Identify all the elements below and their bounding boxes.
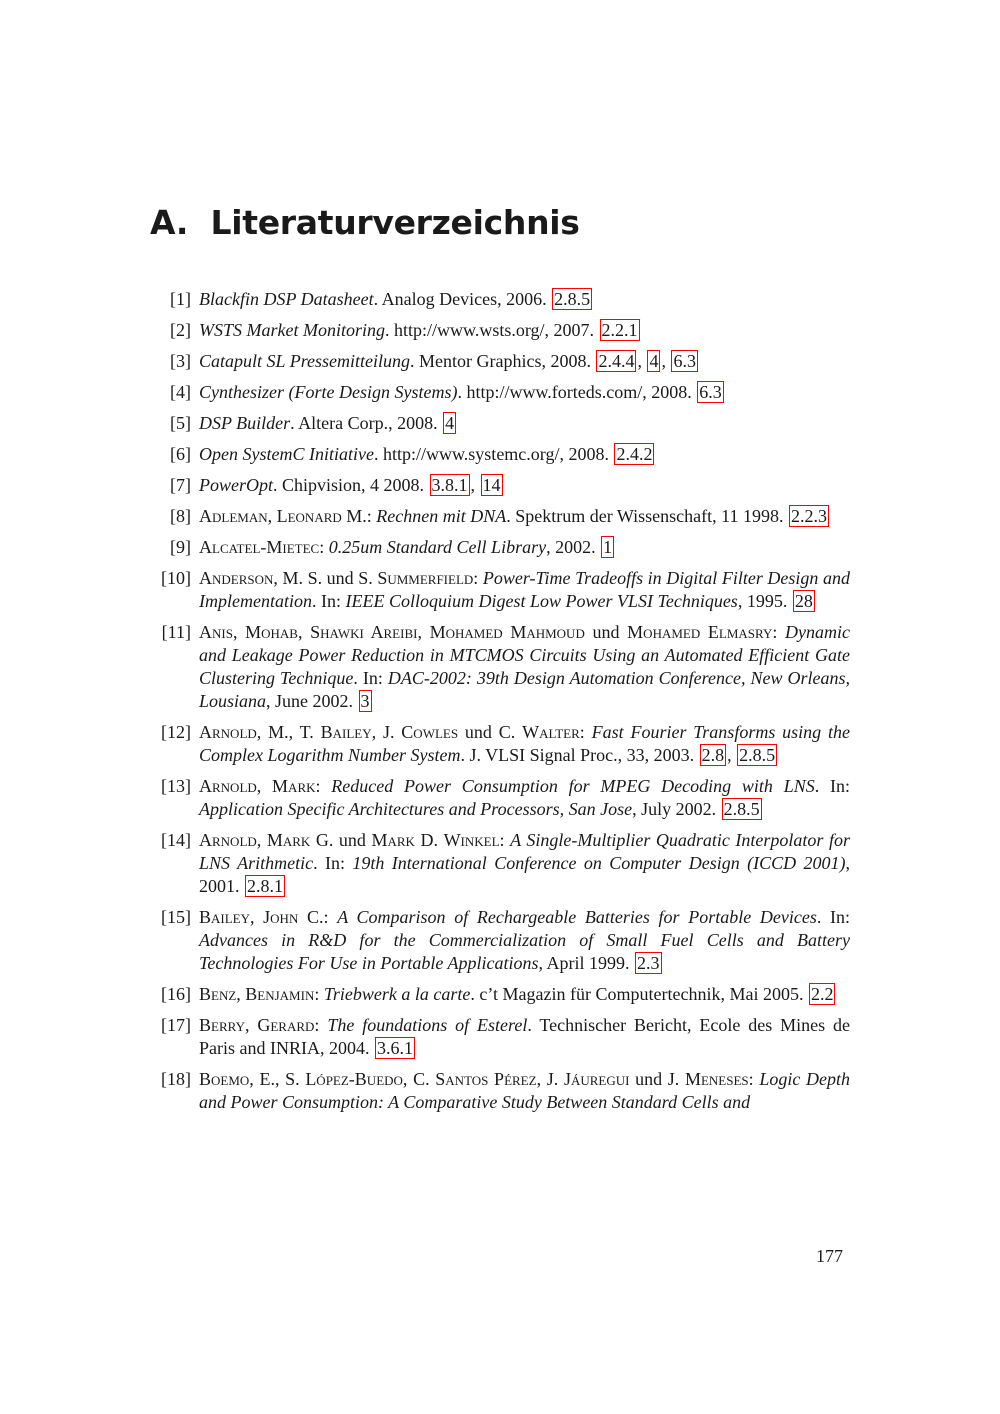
reference-author: Bailey <box>320 722 372 742</box>
backreference-link[interactable]: 14 <box>482 475 501 495</box>
reference-text-fragment: , J. <box>536 1069 564 1089</box>
reference-author: Santos Pérez <box>435 1069 537 1089</box>
reference-title-italic: Reduced Power Consumption for MPEG Decoding with LNS <box>331 776 815 796</box>
reference-entry <box>150 536 850 559</box>
backreference-link[interactable]: 2.4.4 <box>598 351 635 371</box>
reference-text <box>199 906 850 975</box>
reference-entry <box>150 412 850 435</box>
reference-text-fragment: : <box>473 568 483 588</box>
reference-text-fragment: . http://www.forteds.com/, 2008. <box>457 382 697 402</box>
reference-text-fragment: , July 2002. <box>632 799 721 819</box>
reference-title-italic: WSTS Market Monitoring <box>199 320 385 340</box>
reference-entry <box>150 474 850 497</box>
reference-author: Mark <box>371 830 415 850</box>
reference-title-italic: Application Specific Architectures and Processors, San Jose <box>199 799 633 819</box>
reference-entry <box>150 319 850 342</box>
page-title <box>150 203 580 242</box>
reference-entry <box>150 775 850 821</box>
reference-text-fragment: . c’t Magazin für Computertechnik, Mai 2005. <box>470 984 808 1004</box>
reference-number: [16] <box>161 984 191 1004</box>
backreference-link[interactable]: 6.3 <box>673 351 696 371</box>
reference-text-fragment: . Spektrum der Wissenschaft, 11 1998. <box>506 506 788 526</box>
backreference-link[interactable]: 2.3 <box>637 953 660 973</box>
reference-text-fragment: . Mentor Graphics, 2008. <box>410 351 596 371</box>
reference-text-fragment: . Technischer Bericht, Ecole des Mines de Paris and INRIA, 2004. <box>199 1015 851 1058</box>
page-number: 177 <box>816 1246 843 1266</box>
reference-text <box>199 288 850 311</box>
backreference-link[interactable]: 2.8.5 <box>739 745 776 765</box>
reference-text-fragment: , J. <box>371 722 402 742</box>
reference-title-italic: Power-Time Tradeoffs in Digital Filter Design and Implementation <box>199 568 850 611</box>
reference-text-fragment: , M., T. <box>256 722 321 742</box>
reference-text-fragment: , 2002. <box>546 537 601 557</box>
backreference-link[interactable]: 4 <box>445 413 455 433</box>
reference-text-fragment: : <box>772 622 786 642</box>
reference-text <box>199 412 850 435</box>
reference-entry <box>150 505 850 528</box>
reference-entry <box>150 567 850 613</box>
reference-text <box>199 1014 850 1060</box>
reference-text <box>199 1068 850 1114</box>
reference-title-italic: 19th International Conference on Computer Design (ICCD 2001) <box>352 853 846 873</box>
reference-text-fragment: , 2001. <box>199 853 850 896</box>
reference-number: [17] <box>161 1015 191 1035</box>
reference-entry <box>150 1014 850 1060</box>
reference-number: [13] <box>161 776 191 796</box>
reference-title-italic: The foundations of Esterel <box>327 1015 528 1035</box>
reference-number: [7] <box>170 475 191 495</box>
backreference-link[interactable]: 3.6.1 <box>376 1038 413 1058</box>
reference-number: [5] <box>170 413 191 433</box>
reference-text <box>199 443 850 466</box>
reference-author: Summerfield <box>377 568 474 588</box>
reference-text-fragment: . http://www.systemc.org/, 2008. <box>373 444 614 464</box>
reference-author: Benz, Benjamin <box>199 984 315 1004</box>
reference-title-italic: Open SystemC Initiative <box>199 444 374 464</box>
reference-number: [1] <box>170 289 191 309</box>
reference-list <box>150 288 850 1122</box>
reference-entry <box>150 350 850 373</box>
backreference-link[interactable]: 1 <box>603 537 613 557</box>
chapter-number: A. <box>150 203 189 242</box>
reference-text-fragment: , M. S. und S. <box>273 568 378 588</box>
reference-text: Catapult SL Pressemitteilung. Mentor Graphics, 2008. 2.4.4 , 4 , 6.3 <box>199 351 696 371</box>
reference-author: Berry, Gerard <box>199 1015 315 1035</box>
reference-title-italic: Catapult SL Pressemitteilung <box>199 351 411 371</box>
reference-text-fragment: D. <box>414 830 444 850</box>
reference-number: [8] <box>170 506 191 526</box>
reference-text-fragment: , April 1999. <box>538 953 635 973</box>
reference-number: [6] <box>170 444 191 464</box>
reference-text-fragment: , E., S. <box>249 1069 306 1089</box>
reference-text <box>199 829 850 898</box>
backreference-link[interactable]: 2.2 <box>810 984 834 1004</box>
reference-number: [18] <box>161 1069 191 1089</box>
reference-author: Arnold <box>199 722 257 742</box>
reference-text-fragment: , 1995. <box>737 591 792 611</box>
reference-number: [11] <box>161 622 191 642</box>
chapter-title: Literaturverzeichnis <box>210 203 580 242</box>
reference-title-italic: IEEE Colloquium Digest Low Power VLSI Techniques <box>345 591 738 611</box>
reference-text <box>199 567 850 613</box>
reference-text-fragment: : <box>314 984 324 1004</box>
reference-text-fragment: : <box>319 537 329 557</box>
backreference-link[interactable]: 3.8.1 <box>431 475 468 495</box>
reference-text-fragment: , June 2002. <box>266 691 358 711</box>
reference-text <box>199 505 850 528</box>
reference-entry <box>150 381 850 404</box>
backreference-link[interactable]: 2.4.2 <box>616 444 653 464</box>
reference-author: Adleman, Leonard <box>199 506 342 526</box>
reference-author: Arnold, Mark <box>199 776 316 796</box>
reference-text: PowerOpt. Chipvision, 4 2008. 3.8.1 , 14 <box>199 475 501 495</box>
reference-number: [2] <box>170 320 191 340</box>
backreference-link[interactable]: 2.8 <box>701 745 725 765</box>
reference-number: [4] <box>170 382 191 402</box>
reference-title-italic: Rechnen mit DNA <box>376 506 507 526</box>
reference-title-italic: Dynamic and Leakage Power Reduction in MTCMOS Circuits Using an Automated Efficient Gate Clustering Technique <box>199 622 851 688</box>
reference-text-fragment: . In: <box>353 668 388 688</box>
reference-title-italic: PowerOpt <box>199 475 273 495</box>
reference-entry <box>150 906 850 975</box>
reference-entry <box>150 443 850 466</box>
reference-text-fragment: . In: <box>311 591 346 611</box>
reference-text-fragment: . Altera Corp., 2008. <box>290 413 443 433</box>
reference-title-italic: Logic Depth and Power Consumption: A Comparative Study Between Standard Cells and <box>199 1069 850 1112</box>
reference-title-italic: Fast Fourier Transforms using the Complex Logarithm Number System <box>199 722 850 765</box>
reference-author: Anderson <box>199 568 274 588</box>
reference-number: [3] <box>170 351 191 371</box>
reference-author: Boemo <box>199 1069 250 1089</box>
backreference-link[interactable]: 2.2.3 <box>790 506 827 526</box>
reference-text-fragment: , C. <box>402 1069 436 1089</box>
reference-text-fragment: : <box>499 830 511 850</box>
reference-author: Bailey, John <box>199 907 299 927</box>
reference-text: Arnold, M., T. Bailey, J. Cowles und C. Walter: Fast Fourier Transforms using the Complex Logarithm Number System. J. VLSI Signal Proc., 33, 2003. 2.8 , 2.8.5 <box>199 722 850 765</box>
reference-text-fragment: . J. VLSI Signal Proc., 33, 2003. <box>460 745 699 765</box>
reference-title-italic: Blackfin DSP Datasheet <box>199 289 374 309</box>
reference-text-fragment: und J. <box>629 1069 685 1089</box>
reference-title-italic: Cynthesizer (Forte Design Systems) <box>199 382 458 402</box>
reference-text-fragment: . In: <box>814 776 850 796</box>
reference-entry <box>150 829 850 898</box>
reference-text-fragment: M.: <box>341 506 377 526</box>
reference-author: Alcatel-Mietec <box>199 537 320 557</box>
reference-text <box>199 983 850 1006</box>
reference-number: [12] <box>161 722 191 742</box>
reference-text <box>199 319 850 342</box>
reference-author: Walter <box>522 722 580 742</box>
reference-text-fragment: : <box>748 1069 760 1089</box>
reference-text <box>199 536 850 559</box>
reference-author: Meneses <box>684 1069 749 1089</box>
reference-text-fragment: C.: <box>298 907 338 927</box>
reference-title-italic: Advances in R&D for the Commercialization of Small Fuel Cells and Battery Technologies For Use in Portable Applications <box>199 930 850 973</box>
reference-author: Arnold, Mark <box>199 830 311 850</box>
backreference-link[interactable]: 2.8.5 <box>723 799 760 819</box>
reference-author: Mohamed Elmasry <box>627 622 773 642</box>
reference-text-fragment: . In: <box>816 907 850 927</box>
reference-text-fragment: . Chipvision, 4 2008. <box>273 475 429 495</box>
reference-text-fragment: : <box>315 776 332 796</box>
reference-text-fragment: : <box>579 722 592 742</box>
reference-entry <box>150 288 850 311</box>
reference-number: [9] <box>170 537 191 557</box>
reference-author: Anis, Mohab, Shawki Areibi, Mohamed Mahmoud <box>199 622 585 642</box>
reference-text <box>199 621 850 713</box>
backreference-link[interactable]: 2.8.5 <box>554 289 591 309</box>
reference-title-italic: Triebwerk a la carte <box>323 984 471 1004</box>
reference-text-fragment: . In: <box>313 853 353 873</box>
reference-text-fragment: . Analog Devices, 2006. <box>373 289 552 309</box>
backreference-link[interactable]: 28 <box>794 591 813 611</box>
backreference-link[interactable]: 3 <box>360 691 370 711</box>
reference-author: Winkel <box>443 830 500 850</box>
reference-text-fragment: : <box>314 1015 328 1035</box>
reference-text-fragment: G. und <box>310 830 372 850</box>
backreference-link[interactable]: 2.2.1 <box>601 320 638 340</box>
backreference-link[interactable]: 6.3 <box>699 382 722 402</box>
reference-entry <box>150 1068 850 1114</box>
reference-text-fragment: und <box>584 622 628 642</box>
reference-number: [15] <box>161 907 191 927</box>
reference-author: Cowles <box>401 722 459 742</box>
reference-title-italic: DSP Builder <box>199 413 291 433</box>
reference-author: Jáuregui <box>563 1069 630 1089</box>
reference-text <box>199 775 850 821</box>
reference-text-fragment: . http://www.wsts.org/, 2007. <box>385 320 599 340</box>
reference-entry <box>150 983 850 1006</box>
backreference-link[interactable]: 4 <box>649 351 659 371</box>
reference-text <box>199 381 850 404</box>
reference-text-fragment: und C. <box>458 722 523 742</box>
reference-author: López-Buedo <box>305 1069 403 1089</box>
reference-title-italic: A Comparison of Rechargeable Batteries for Portable Devices <box>337 907 817 927</box>
reference-title-italic: A Single-Multiplier Quadratic Interpolator for LNS Arithmetic <box>199 830 850 873</box>
reference-entry <box>150 621 850 713</box>
reference-number: [10] <box>161 568 191 588</box>
reference-title-italic: DAC-2002: 39th Design Automation Conference, New Orleans, Lousiana <box>199 668 850 711</box>
backreference-link[interactable]: 2.8.1 <box>247 876 283 896</box>
reference-entry <box>150 721 850 767</box>
reference-number: [14] <box>161 830 191 850</box>
reference-title-italic: 0.25um Standard Cell Library <box>328 537 547 557</box>
